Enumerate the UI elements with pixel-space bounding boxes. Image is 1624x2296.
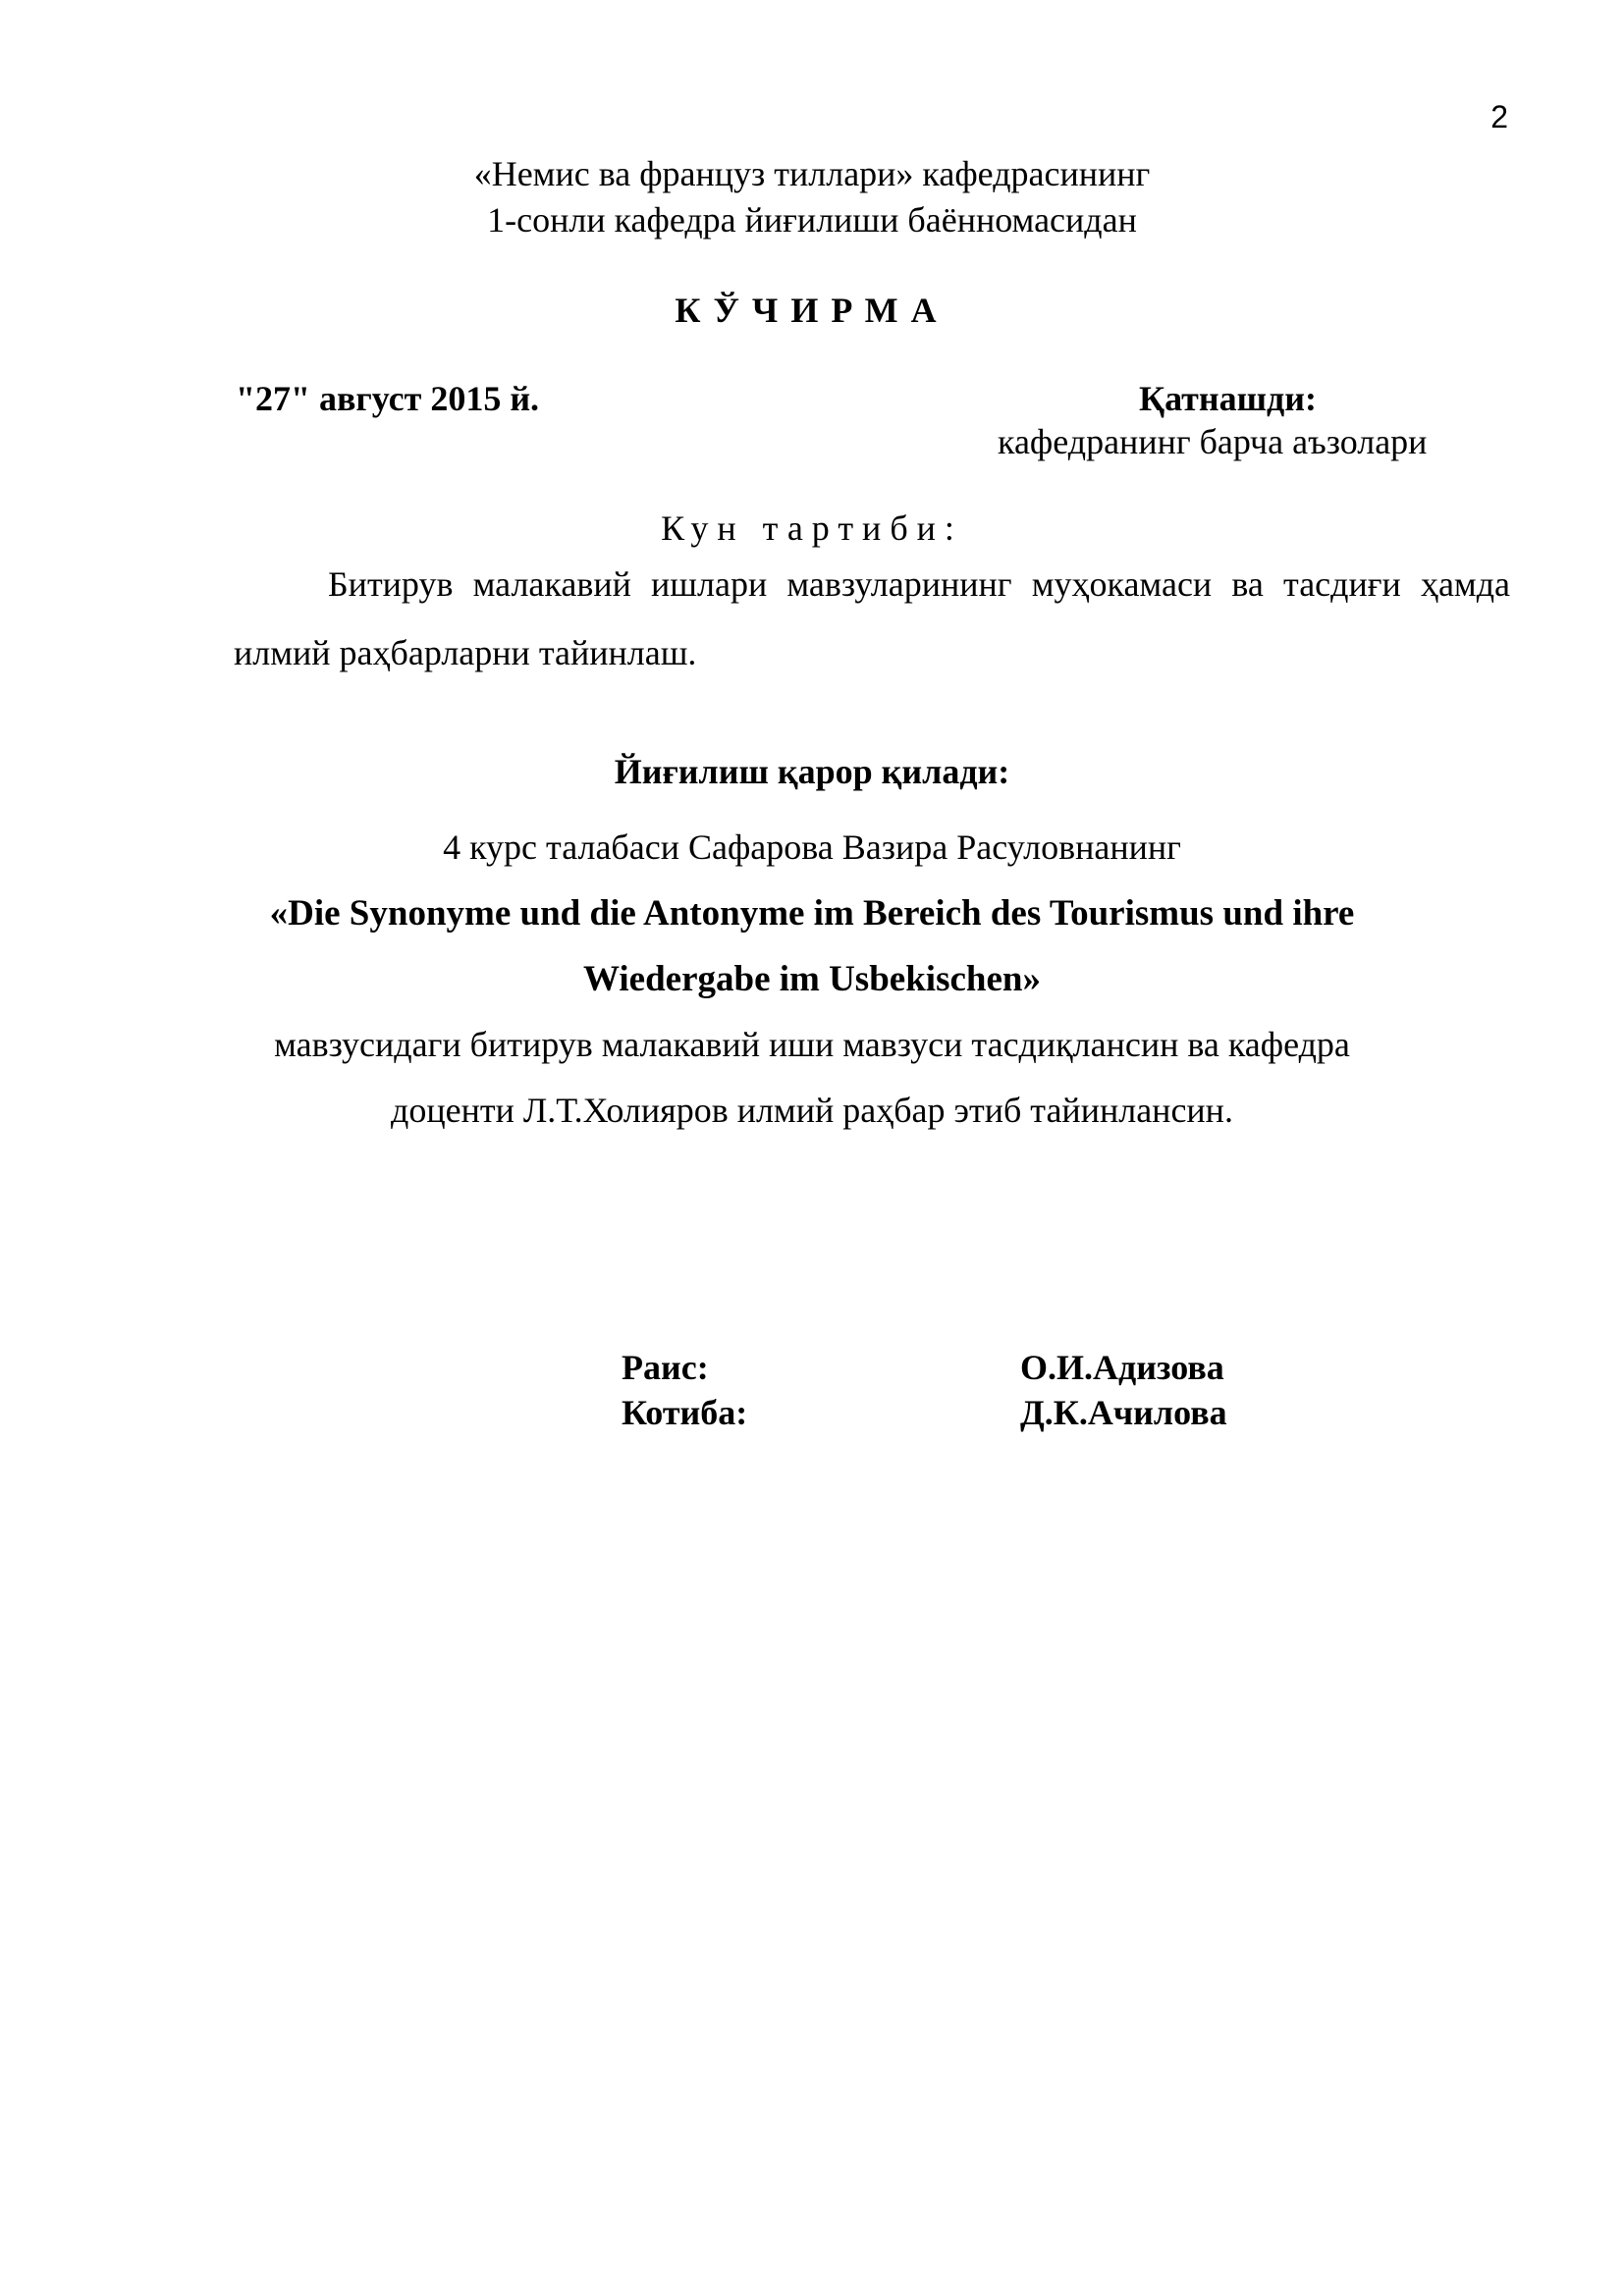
attendance-value: кафедранинг барча аъзолари <box>998 422 1428 461</box>
thesis-title-line-2: Wiedergabe im Usbekischen» <box>583 959 1041 999</box>
decision-label: Йиғилиш қарор қилади: <box>614 752 1010 791</box>
thesis-title-line-1: «Die Synonyme und die Antonyme im Bereich des Tourismus und ihre <box>269 893 1355 934</box>
meeting-date: "27" август 2015 й. <box>236 379 540 418</box>
document-title: КЎЧИРМА <box>675 291 949 330</box>
page-number: 2 <box>1490 99 1508 134</box>
signature-role: Раис: <box>622 1348 709 1387</box>
signature-block <box>622 1345 1227 1435</box>
signature-role: Котиба: <box>622 1393 748 1432</box>
signature-name: О.И.Адизова <box>1020 1348 1224 1387</box>
approval-line-1: мавзусидаги битирув малакавий иши мавзуси тасдиқлансин ва кафедра <box>274 1025 1350 1064</box>
student-line: 4 курс талабаси Сафарова Вазира Расуловнанинг <box>443 828 1181 867</box>
approval-line-2: доценти Л.Т.Холияров илмий раҳбар этиб тайинлансин. <box>391 1091 1233 1130</box>
attendance-label: Қатнашди: <box>1139 379 1317 418</box>
agenda-label: Кун тартиби: <box>661 508 963 548</box>
header-department-line: «Немис ва француз тиллари» кафедрасининг <box>473 154 1151 193</box>
signature-name: Д.К.Ачилова <box>1020 1393 1227 1432</box>
document-header <box>0 151 1624 243</box>
header-protocol-line: 1-сонли кафедра йиғилиши баённомасидан <box>487 200 1137 240</box>
decision-body <box>0 815 1624 1144</box>
signature-row-chair <box>622 1345 1227 1390</box>
signature-row-secretary <box>622 1390 1227 1435</box>
agenda-text: Битирув малакавий ишлари мавзуларининг муҳокамаси ва тасдиғи ҳамда илмий раҳбарларни тайинлаш. <box>234 564 1510 672</box>
